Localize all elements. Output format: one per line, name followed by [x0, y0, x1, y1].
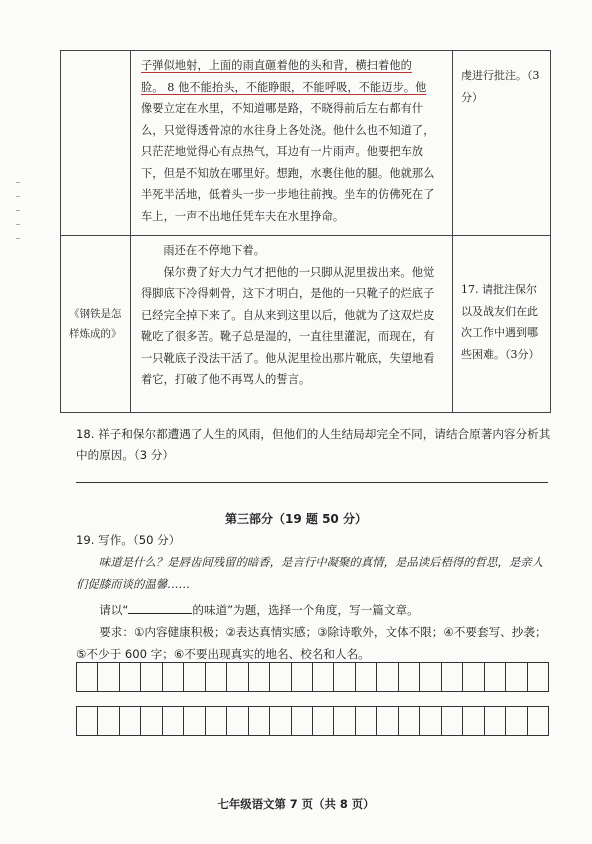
source-cell-steel: [61, 236, 131, 413]
grid-cell[interactable]: [420, 663, 441, 691]
note-text: 虔进行批注。（3分）: [461, 69, 540, 104]
underlined-line-2: 脸。 8 他不能抬头，不能睁眼，不能呼吸，不能迈步。他: [141, 80, 427, 94]
grid-cell[interactable]: [77, 663, 98, 691]
grid-cell[interactable]: [420, 707, 441, 735]
grid-cell[interactable]: [485, 707, 506, 735]
grid-cell[interactable]: [356, 707, 377, 735]
grid-cell[interactable]: [506, 663, 527, 691]
passage-cell-steel: [131, 236, 453, 413]
grid-cell[interactable]: [463, 663, 484, 691]
grid-cell[interactable]: [249, 663, 270, 691]
prompt-suffix: 的味道”为题，选择一个角度，写一篇文章。: [192, 603, 419, 617]
grid-cell[interactable]: [206, 663, 227, 691]
grid-cell[interactable]: [227, 663, 248, 691]
grid-cell[interactable]: [506, 707, 527, 735]
title-blank[interactable]: [128, 602, 192, 614]
grid-cell[interactable]: [249, 707, 270, 735]
grid-cell[interactable]: [292, 663, 313, 691]
grid-cell[interactable]: [270, 663, 291, 691]
grid-cell[interactable]: [184, 707, 205, 735]
grid-cell[interactable]: [334, 707, 355, 735]
grid-cell[interactable]: [356, 663, 377, 691]
question-19-prompt: [76, 599, 554, 621]
source-cell-empty: [61, 51, 131, 236]
grid-cell[interactable]: [377, 707, 398, 735]
grid-cell[interactable]: [120, 663, 141, 691]
writing-grid-row-2[interactable]: [76, 706, 549, 736]
grid-cell[interactable]: [463, 707, 484, 735]
grid-cell[interactable]: [98, 707, 119, 735]
question-19-title: 19. 写作。（50 分）: [76, 533, 181, 547]
source-label: 《钢铁是怎样炼成的》: [69, 308, 122, 340]
grid-cell[interactable]: [442, 707, 463, 735]
table-row-steel: [61, 236, 551, 413]
grid-cell[interactable]: [141, 707, 162, 735]
grid-cell[interactable]: [399, 663, 420, 691]
grid-cell[interactable]: [313, 707, 334, 735]
passage-text: 像要立定在水里，不知道哪是路，不晓得前后左右都有什么，只觉得透骨凉的水往身上各处浇。他什么也不知道了，只茫茫地觉得心有点热气，耳边有一片雨声。他要把车放下，但是不知放在哪里好。想跑，水裹住他的腿。他就那么半死半活地，低着头一步一步地往前拽。坐车的仿佛死在了车上，一声不出地任凭车夫在水里挣命。: [141, 102, 435, 223]
grid-cell[interactable]: [528, 663, 549, 691]
grid-cell[interactable]: [313, 663, 334, 691]
grid-cell[interactable]: [292, 707, 313, 735]
passage-paragraph-1: 雨还在不停地下着。: [163, 244, 265, 257]
grid-cell[interactable]: [77, 707, 98, 735]
grid-cell[interactable]: [334, 663, 355, 691]
part-three-heading: 第三部分（19 题 50 分）: [225, 512, 367, 526]
passage-cell-rickshaw-boy: [131, 51, 453, 236]
answer-line-q18[interactable]: [76, 482, 548, 483]
grid-cell[interactable]: [184, 663, 205, 691]
margin-marks: [16, 182, 22, 252]
grid-cell[interactable]: [98, 663, 119, 691]
passage-paragraph-2: 保尔费了好大力气才把他的一只脚从泥里拔出来。他觉得脚底下冷得刺骨，这下才明白，是他的一只靴子的烂底子已经完全掉下来了。自从来到这里以后，他就为了这双烂皮靴吃了很多苦。靴子总是湿的，一直往里灌泥，而现在，有一只靴底子没法干活了。他从泥里捡出那片靴底，失望地看着它，打破了他不再骂人的誓言。: [141, 265, 435, 386]
question-19-material: 味道是什么？是唇齿间残留的暗香，是言行中凝聚的真情，是品读后梧得的哲思，是亲人们促膝而谈的温馨……: [76, 555, 544, 591]
table-row-rickshaw-boy: [61, 51, 551, 236]
grid-cell[interactable]: [399, 707, 420, 735]
grid-cell[interactable]: [163, 707, 184, 735]
page-footer: 七年级语文第 7 页（共 8 页）: [217, 797, 375, 811]
grid-cell[interactable]: [163, 663, 184, 691]
grid-cell[interactable]: [120, 707, 141, 735]
note-cell-q17: [453, 236, 551, 413]
reading-comparison-table: [60, 50, 551, 413]
grid-cell[interactable]: [141, 663, 162, 691]
question-18: 18. 祥子和保尔都遭遇了人生的风雨，但他们的人生结局却完全不同，请结合原著内容分析其中的原因。（3 分）: [76, 427, 551, 462]
grid-cell[interactable]: [442, 663, 463, 691]
prompt-prefix: 请以“: [99, 603, 129, 617]
grid-cell[interactable]: [377, 663, 398, 691]
grid-cell[interactable]: [206, 707, 227, 735]
grid-cell[interactable]: [227, 707, 248, 735]
underlined-line-1: 子弹似地射，上面的雨直砸着他的头和背，横扫着他的: [141, 59, 412, 72]
grid-cell[interactable]: [528, 707, 549, 735]
grid-cell[interactable]: [485, 663, 506, 691]
note-cell-row1: [453, 51, 551, 236]
grid-cell[interactable]: [270, 707, 291, 735]
question-19-requirements: 要求：①内容健康积极；②表达真情实感；③除诗歌外，文体不限；④不要套写、抄袭；⑤不少于 600 字；⑥不要出现真实的地名、校名和人名。: [76, 625, 547, 661]
question-17-text: 17. 请批注保尔以及战友们在此次工作中遇到哪些困难。（3分）: [461, 283, 540, 361]
writing-grid-row-1[interactable]: [76, 662, 549, 692]
